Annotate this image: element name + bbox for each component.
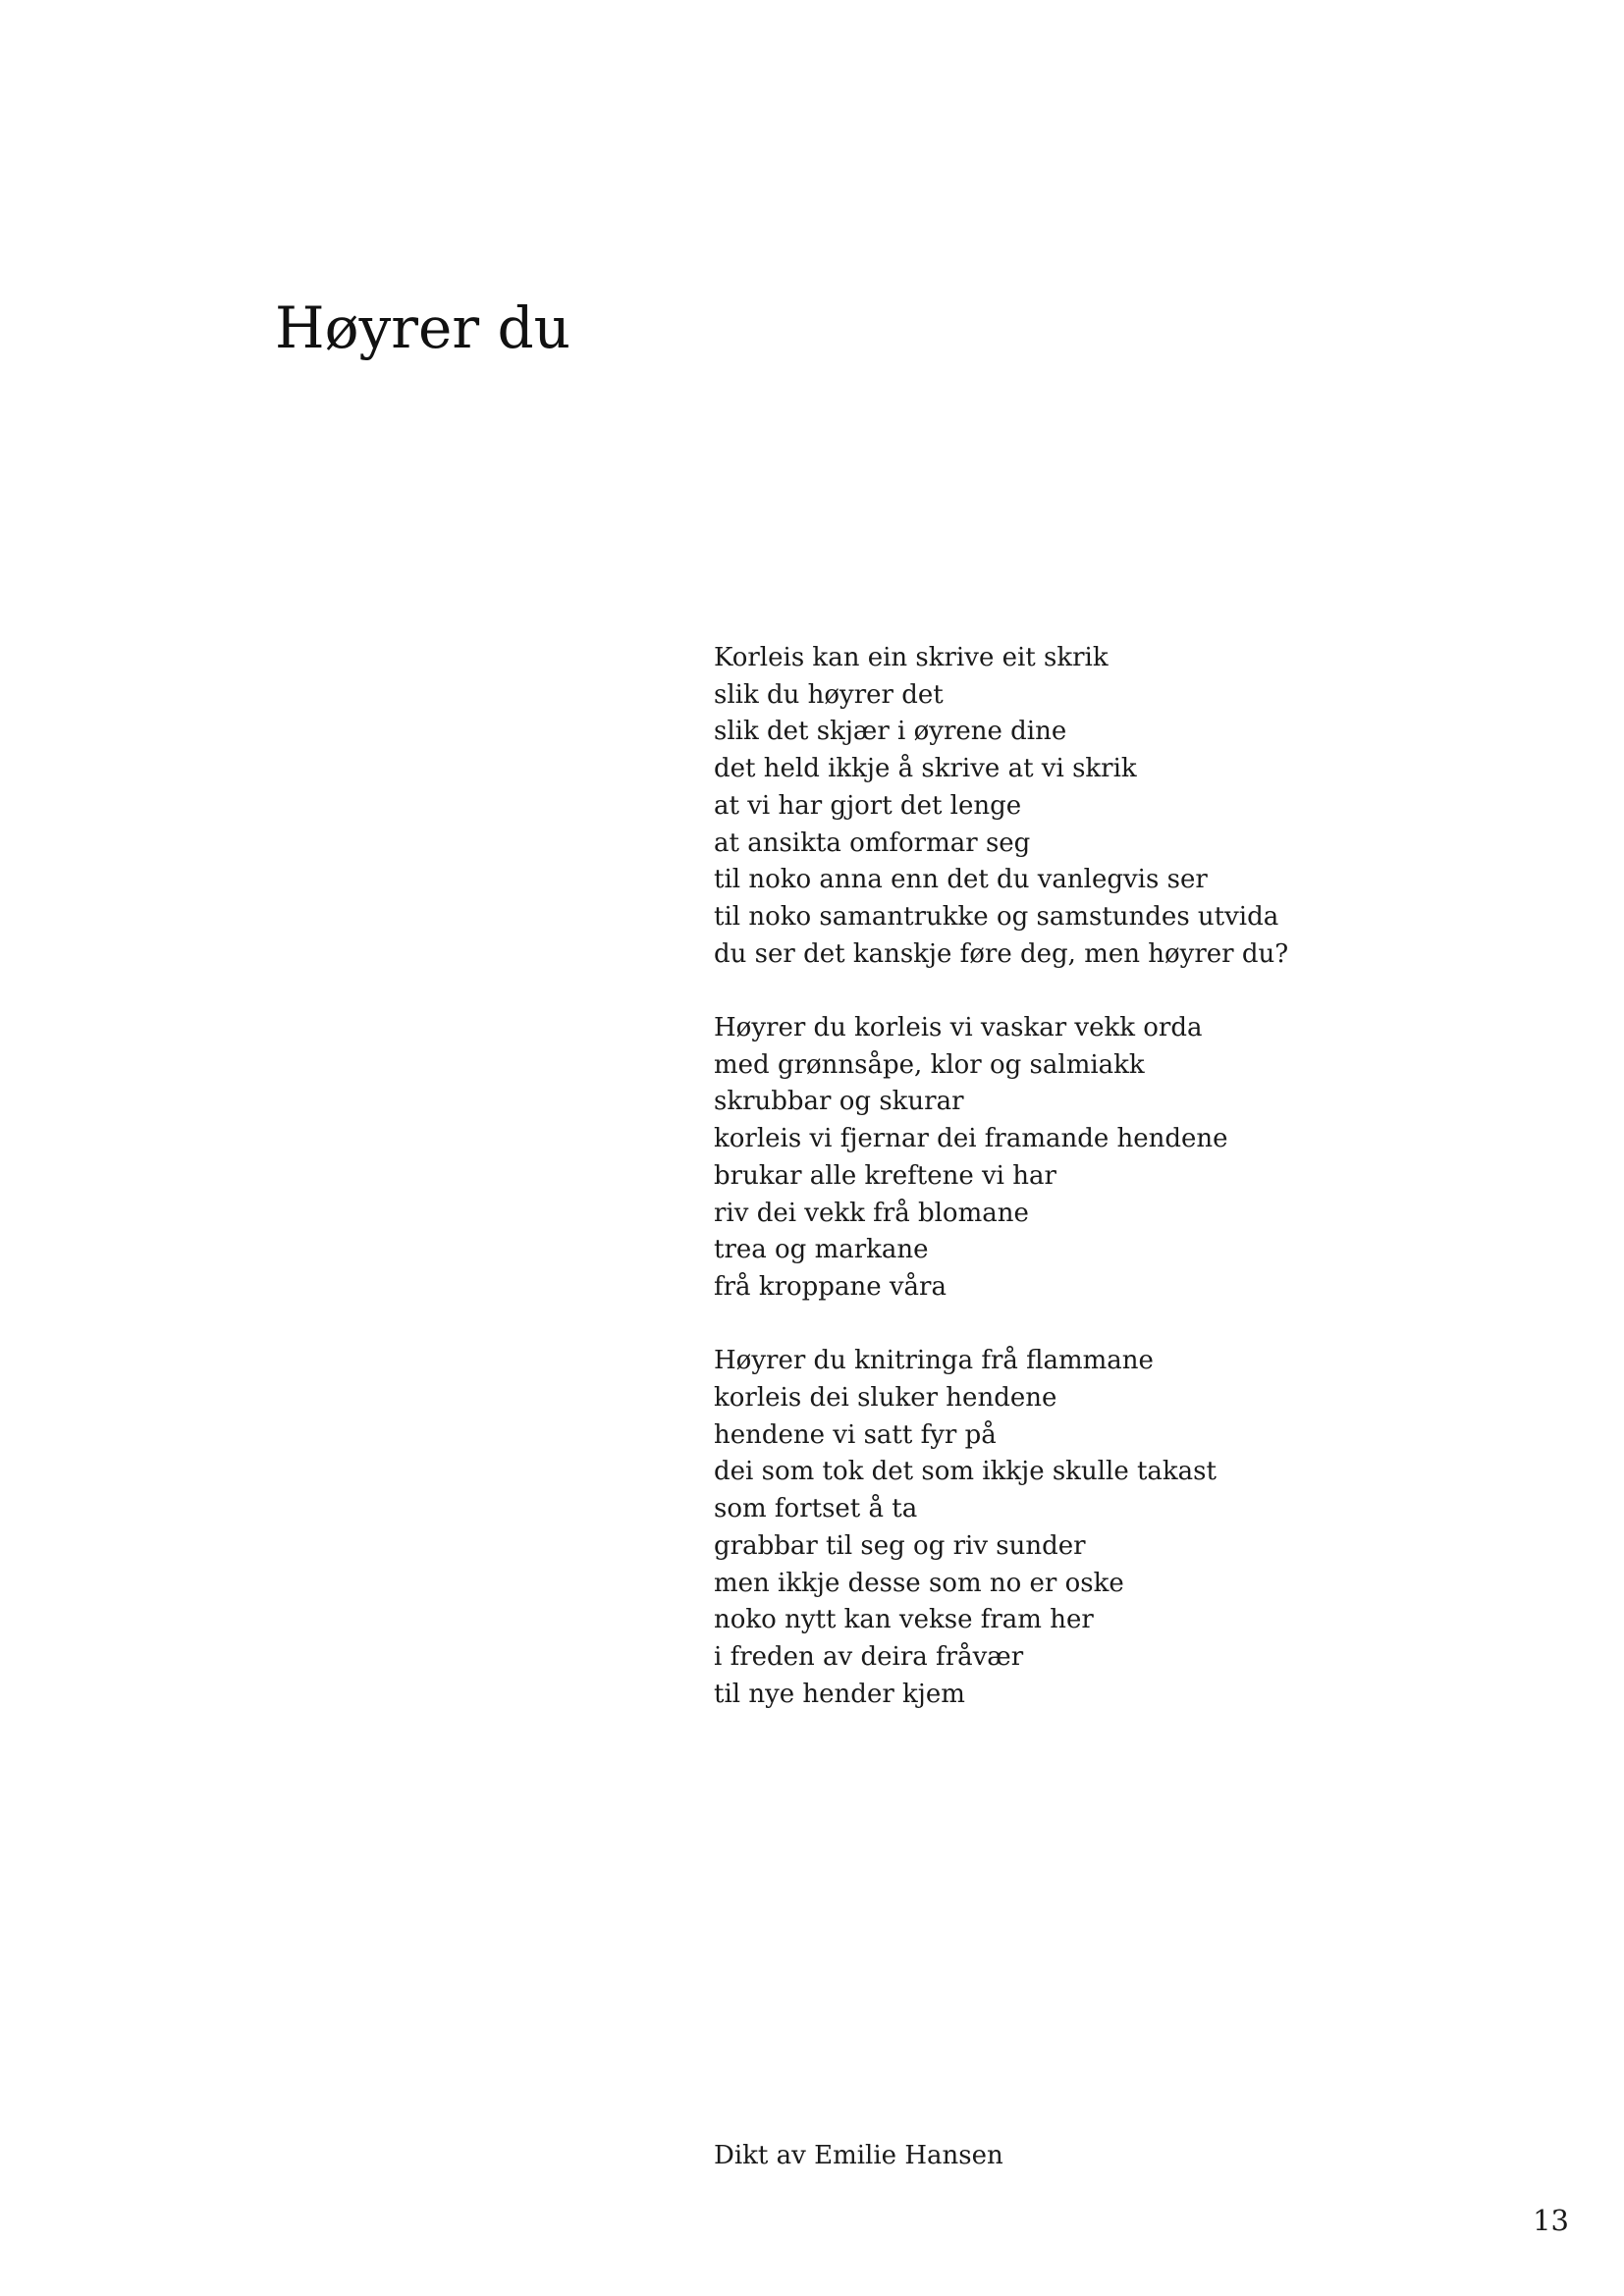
poem-line: slik du høyrer det	[714, 679, 944, 710]
poem-line: korleis vi fjernar dei framande hendene	[714, 1124, 1228, 1154]
poem-line: Korleis kan ein skrive eit skrik	[714, 643, 1109, 672]
poem-line: noko nytt kan vekse fram her	[714, 1605, 1094, 1635]
poem-body	[714, 640, 1578, 1750]
stanza-2	[714, 1010, 1578, 1307]
poem-line: brukar alle kreftene vi har	[714, 1160, 1056, 1191]
poem-line: at vi har gjort det lenge	[714, 790, 1022, 821]
stanza-3	[714, 1343, 1578, 1713]
page-number: 13	[1533, 2204, 1569, 2237]
poem-line: med grønnsåpe, klor og salmiakk	[714, 1049, 1145, 1080]
poem-line: slik det skjær i øyrene dine	[714, 717, 1067, 747]
poem-line: frå kroppane våra	[714, 1271, 947, 1302]
poem-line: hendene vi satt fyr på	[714, 1419, 997, 1450]
poem-line: det held ikkje å skrive at vi skrik	[714, 754, 1137, 784]
poem-line: du ser det kanskje føre deg, men høyrer du?	[714, 938, 1289, 969]
byline: Dikt av Emilie Hansen	[714, 2141, 1003, 2170]
poem-line: som fortset å ta	[714, 1494, 918, 1524]
poem-line: grabbar til seg og riv sunder	[714, 1530, 1086, 1561]
poem-line: til noko samantrukke og samstundes utvida	[714, 901, 1279, 932]
poem-line: men ikkje desse som no er oske	[714, 1568, 1124, 1598]
poem-line: Høyrer du korleis vi vaskar vekk orda	[714, 1013, 1203, 1043]
poem-line: til noko anna enn det du vanlegvis ser	[714, 865, 1208, 895]
poem-title: Høyrer du	[275, 294, 570, 361]
poem-line: trea og markane	[714, 1235, 929, 1265]
poem-line: Høyrer du knitringa frå flammane	[714, 1346, 1154, 1376]
poem-line: skrubbar og skurar	[714, 1087, 964, 1117]
poem-line: at ansikta omformar seg	[714, 828, 1031, 858]
poem-line: i freden av deira fråvær	[714, 1641, 1024, 1672]
poem-line: dei som tok det som ikkje skulle takast	[714, 1457, 1217, 1487]
stanza-1	[714, 640, 1578, 973]
poem-line: korleis dei sluker hendene	[714, 1383, 1057, 1414]
poem-line: riv dei vekk frå blomane	[714, 1198, 1029, 1228]
poem-line: til nye hender kjem	[714, 1679, 965, 1709]
